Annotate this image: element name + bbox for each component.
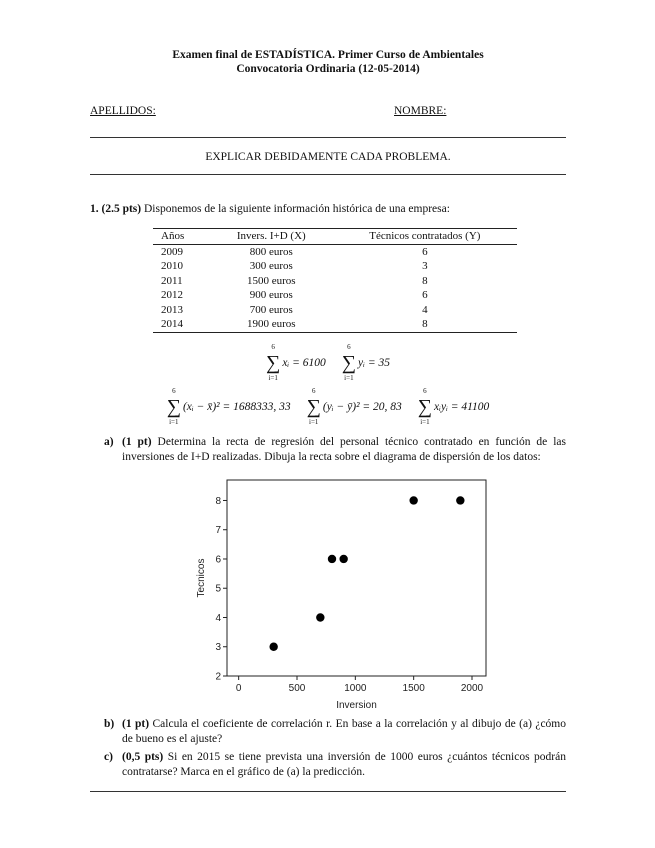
- question-text: Calcula el coeficiente de correlación r. En base a la correlación y al dibujo de (a) ¿cómo de bueno es el ajuste?: [122, 717, 566, 745]
- table-row: [153, 274, 517, 289]
- sum-upper-limit: 6: [271, 342, 275, 351]
- table-cell: 800 euros: [249, 245, 293, 258]
- question-label: a): [104, 435, 114, 448]
- exam-title: Examen final de ESTADÍSTICA. Primer Curso de Ambientales: [172, 49, 484, 61]
- formula-sum-y: [342, 343, 390, 383]
- problem-text: Disponemos de la siguiente información histórica de una empresa:: [144, 203, 450, 215]
- formula-syy: [307, 387, 402, 427]
- question-points: (1 pt): [122, 435, 152, 448]
- data-point: [339, 554, 347, 562]
- formula-row-1: [90, 343, 566, 383]
- formula-text: yᵢ = 35: [358, 356, 390, 369]
- question-b: [104, 717, 566, 748]
- question-c: [104, 750, 566, 781]
- table-cell: 1900 euros: [210, 317, 333, 332]
- formula-text: (yᵢ − ȳ)² = 20, 83: [322, 400, 402, 413]
- y-tick-label: 2: [215, 671, 221, 682]
- table-cell: 4: [422, 303, 428, 316]
- question-text: Determina la recta de regresión del personal técnico contratado en función de las inversiones de I+D realizadas. Dibuja la recta sobre el diagrama de dispersión de los datos:: [122, 435, 567, 463]
- data-point: [456, 496, 464, 504]
- table-row: [153, 288, 517, 303]
- question-text: Si en 2015 se tiene prevista una inversión de 1000 euros ¿cuántos técnicos podrán contratarse? Marca en el gráfico de (a) la predicción.: [122, 750, 566, 778]
- x-tick-label: 2000: [460, 682, 484, 694]
- problem-number: 1.: [90, 203, 99, 215]
- formula-sxx: [167, 387, 291, 427]
- sum-upper-limit: 6: [311, 386, 316, 395]
- table-row: [153, 303, 517, 318]
- formula-text: xᵢ = 6100: [282, 356, 326, 369]
- question-label: b): [104, 717, 115, 730]
- exam-subtitle: Convocatoria Ordinaria (12-05-2014): [236, 63, 420, 75]
- question-points: (0,5 pts): [122, 750, 164, 763]
- formula-row-2: [90, 387, 566, 427]
- data-point: [328, 554, 336, 562]
- table-cell: 8: [422, 274, 428, 287]
- divider: [90, 137, 566, 138]
- question-label: c): [104, 750, 113, 763]
- table-cell: 700 euros: [249, 303, 293, 316]
- divider: [90, 791, 566, 792]
- problem-1-statement: [90, 202, 566, 216]
- question-a: [104, 435, 566, 466]
- y-tick-label: 6: [215, 553, 221, 565]
- table-cell: 2010: [161, 260, 183, 273]
- col-header: Técnicos contratados (Y): [333, 229, 517, 245]
- data-point: [409, 496, 417, 504]
- sigma-icon: ∑: [266, 351, 281, 374]
- formula-sxy: [418, 387, 490, 427]
- apellidos-label: APELLIDOS:: [90, 105, 156, 117]
- col-header: Años: [153, 229, 210, 245]
- table-row: [153, 259, 517, 274]
- sum-lower-limit: i=1: [268, 373, 278, 382]
- y-tick-label: 3: [215, 641, 221, 653]
- sigma-icon: ∑: [341, 351, 357, 374]
- x-tick-label: 1500: [402, 682, 425, 694]
- formula-sum-x: [266, 343, 326, 383]
- sum-lower-limit: i=1: [344, 373, 354, 382]
- table-cell: 2011: [161, 274, 183, 287]
- table-row: [153, 244, 517, 259]
- x-axis-label: Inversion: [336, 699, 377, 711]
- table-cell: 300 euros: [249, 260, 293, 273]
- table-row: [153, 317, 517, 332]
- x-tick-label: 0: [235, 682, 242, 694]
- y-tick-label: 4: [215, 612, 221, 624]
- sum-lower-limit: i=1: [309, 417, 319, 426]
- sigma-icon: ∑: [417, 395, 433, 418]
- question-points: (1 pt): [122, 717, 150, 730]
- divider: [90, 174, 566, 175]
- sum-lower-limit: i=1: [420, 417, 430, 426]
- student-fields: [90, 104, 566, 118]
- table-cell: 2012: [161, 289, 183, 302]
- table-cell: 6: [422, 245, 428, 258]
- table-cell: 3: [422, 260, 428, 273]
- table-cell: 2013: [161, 303, 183, 316]
- data-point: [316, 613, 324, 621]
- data-point: [269, 642, 277, 650]
- table-cell: 1500 euros: [246, 274, 296, 287]
- sum-upper-limit: 6: [172, 386, 176, 395]
- x-tick-label: 1000: [344, 682, 367, 694]
- sigma-icon: ∑: [166, 395, 181, 418]
- y-tick-label: 5: [215, 583, 221, 595]
- y-tick-label: 8: [215, 495, 221, 507]
- sum-upper-limit: 6: [423, 386, 427, 395]
- table-cell: 2009: [161, 245, 183, 258]
- y-tick-label: 7: [215, 524, 221, 536]
- table-cell: 8: [333, 317, 517, 332]
- table-cell: 2014: [153, 317, 210, 332]
- col-header: Invers. I+D (X): [210, 229, 333, 245]
- data-table: [153, 228, 517, 333]
- scatter-plot: [190, 470, 510, 715]
- instruction: EXPLICAR DEBIDAMENTE CADA PROBLEMA.: [205, 151, 451, 163]
- sum-lower-limit: i=1: [169, 417, 179, 426]
- table-cell: 900 euros: [249, 289, 293, 302]
- sigma-icon: ∑: [306, 395, 321, 418]
- table-cell: 6: [422, 289, 428, 302]
- nombre-label: NOMBRE:: [394, 105, 447, 117]
- formula-text: xᵢyᵢ = 41100: [434, 400, 490, 413]
- plot-frame: [227, 480, 486, 676]
- y-axis-label: Tecnicos: [196, 558, 207, 597]
- sum-upper-limit: 6: [347, 342, 351, 351]
- problem-points: (2.5 pts): [101, 203, 142, 215]
- x-tick-label: 500: [288, 682, 306, 694]
- formula-text: (xᵢ − x̄)² = 1688333, 33: [182, 400, 291, 413]
